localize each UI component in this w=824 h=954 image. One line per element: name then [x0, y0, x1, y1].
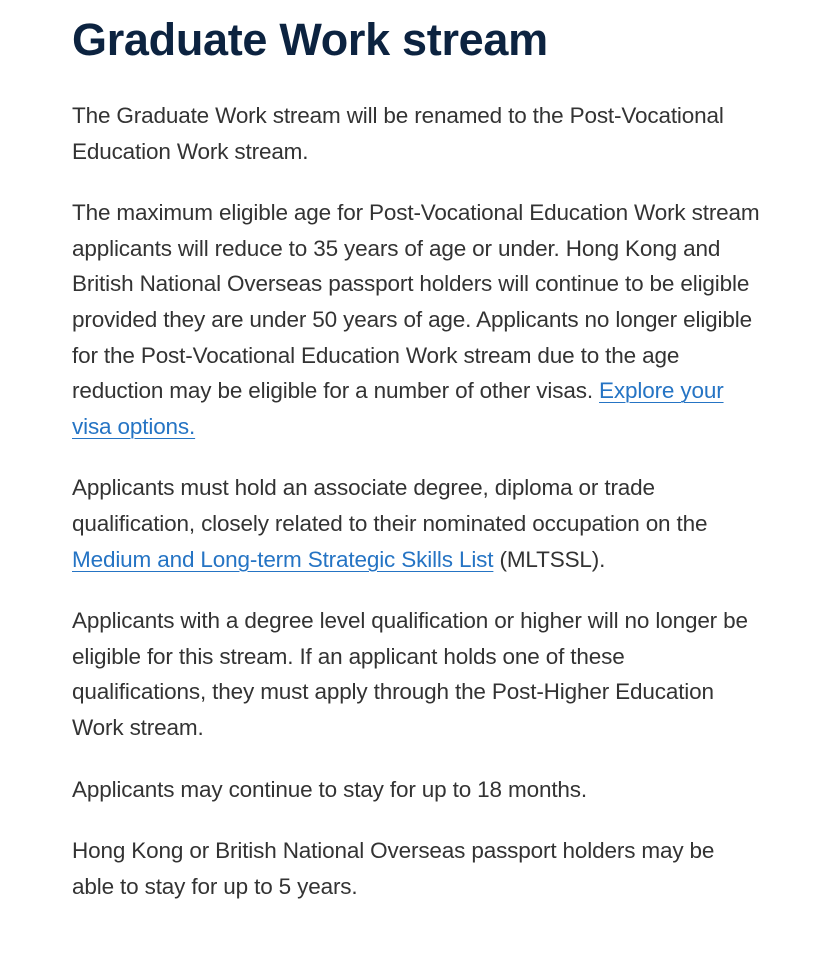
article-content: [72, 14, 762, 930]
page-title: Graduate Work stream: [72, 14, 548, 65]
paragraph-qualification: [72, 470, 762, 577]
paragraph-qualification-text-before: Applicants must hold an associate degree, diploma or trade qualification, closely related to their nominated occupation on the: [72, 475, 708, 536]
mltssl-link[interactable]: Medium and Long-term Strategic Skills List: [72, 546, 494, 572]
paragraph-age-limit-text: The maximum eligible age for Post-Vocational Education Work stream applicants will reduce to 35 years of age or under. Hong Kong and British National Overseas passport holders will continue to be eligible provided they are under 50 years of age. Applicants no longer eligible for the Post-Vocational Education Work stream due to the age reduction may be eligible for a number of other visas.: [72, 200, 760, 404]
explore-visa-options-link[interactable]: Explore your visa options.: [72, 378, 724, 439]
paragraph-stay-duration: Applicants may continue to stay for up to 18 months.: [72, 776, 587, 802]
paragraph-age-limit: [72, 195, 762, 444]
paragraph-rename: The Graduate Work stream will be renamed to the Post-Vocational Education Work stream.: [72, 103, 724, 164]
paragraph-hk-bno-stay: Hong Kong or British National Overseas passport holders may be able to stay for up to 5 years.: [72, 838, 715, 899]
paragraph-qualification-text-after: (MLTSSL).: [493, 546, 606, 572]
paragraph-degree-level: Applicants with a degree level qualification or higher will no longer be eligible for this stream. If an applicant holds one of these qualifications, they must apply through the Post-Higher Education Work stream.: [72, 608, 748, 740]
